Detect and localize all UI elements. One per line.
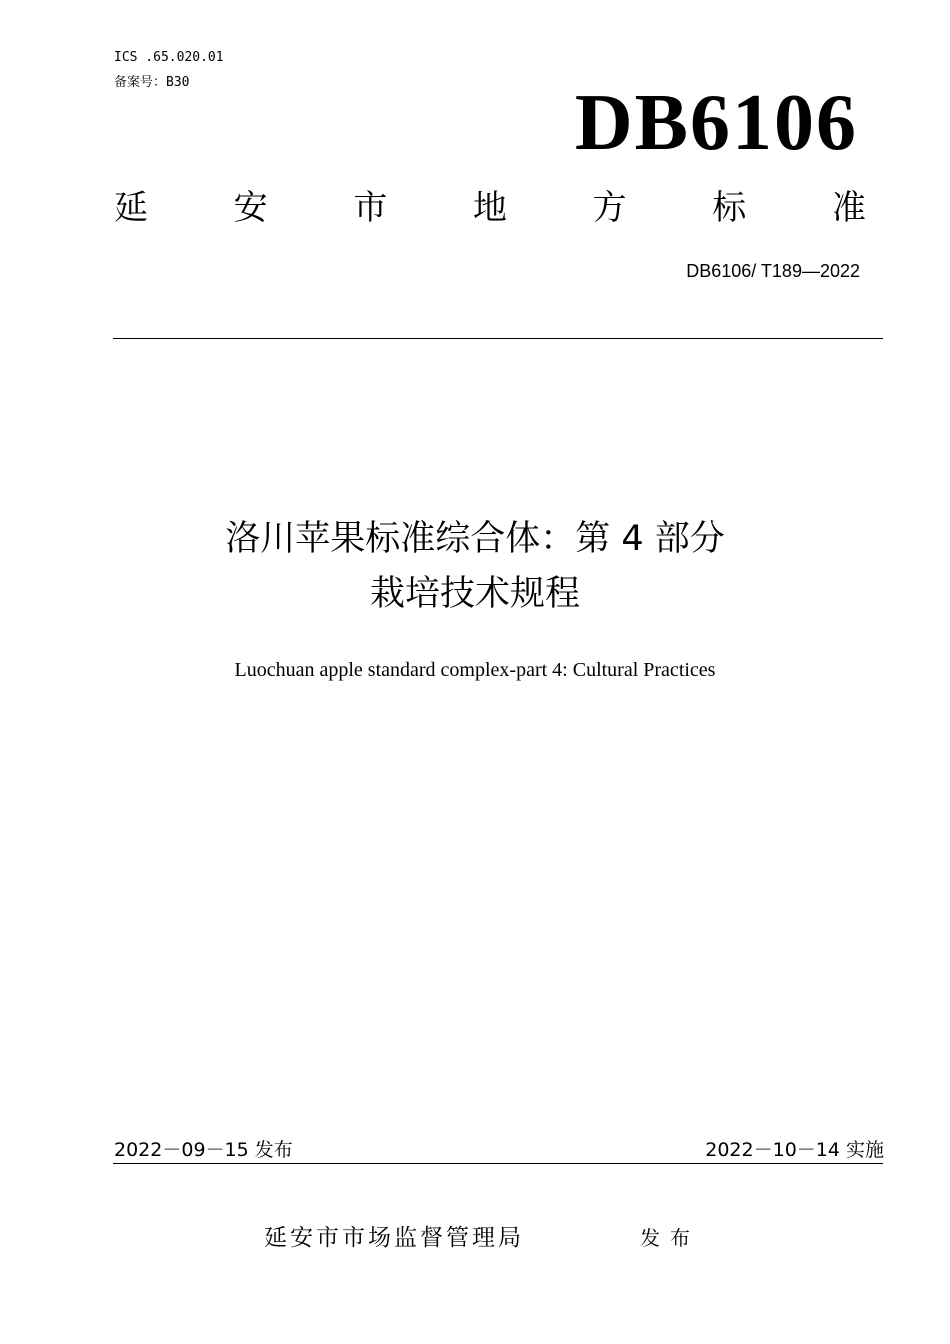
standard-code-heading: DB6106 xyxy=(574,79,858,167)
top-divider xyxy=(113,338,883,339)
standard-type-char: 市 xyxy=(353,188,388,228)
issue-date: 2022－09－15 发布 xyxy=(114,1139,293,1161)
standard-number: DB6106/ T189—2022 xyxy=(686,261,860,281)
standard-type-char: 标 xyxy=(712,188,747,228)
standard-type-char: 延 xyxy=(114,188,148,228)
issue-label: 发布 xyxy=(640,1226,700,1250)
standard-type xyxy=(114,186,866,230)
bottom-divider xyxy=(113,1163,883,1164)
standard-type-char: 地 xyxy=(472,188,507,228)
title-line-2: 栽培技术规程 xyxy=(369,574,580,614)
english-title: Luochuan apple standard complex-part 4: Cultural Practices xyxy=(234,659,716,681)
issuing-authority: 延安市市场监督管理局 xyxy=(264,1225,524,1251)
title-line-1: 洛川苹果标准综合体：第 4 部分 xyxy=(225,519,725,559)
standard-type-char: 准 xyxy=(831,188,866,228)
implementation-date: 2022－10－14 实施 xyxy=(705,1139,884,1161)
filing-number: 备案号：B30 xyxy=(114,75,190,90)
standard-type-char: 方 xyxy=(592,188,627,228)
ics-code: ICS .65.020.01 xyxy=(114,50,224,65)
standard-type-char: 安 xyxy=(233,188,268,228)
